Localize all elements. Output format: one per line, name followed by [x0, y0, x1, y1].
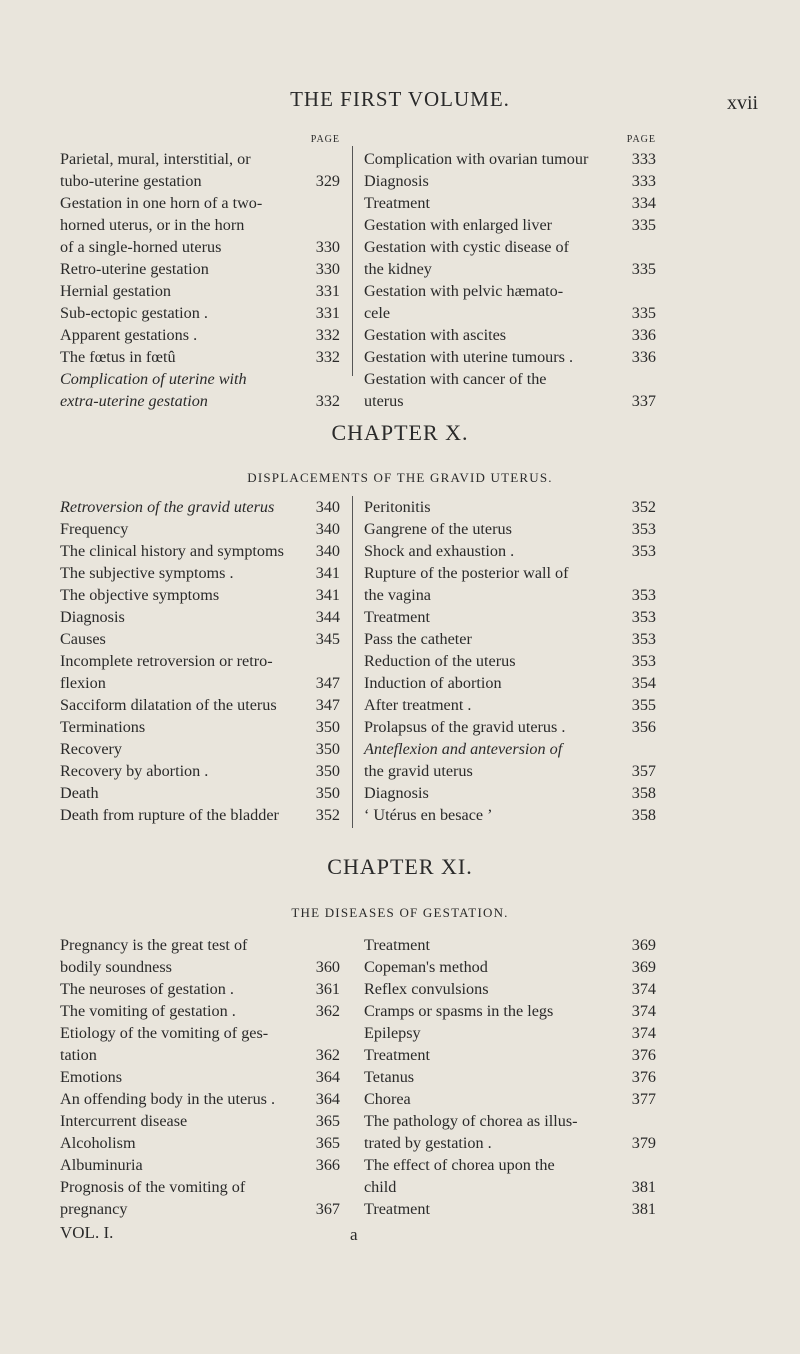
- entry-page-number: 350: [315, 784, 340, 802]
- entry-title: Peritonitis: [364, 498, 431, 516]
- index-entry: [60, 1154, 340, 1176]
- index-entry: [364, 148, 656, 170]
- page-column-label: [364, 134, 656, 148]
- signature-mark: a: [350, 1225, 358, 1244]
- chapter-11-right-column: [364, 934, 656, 1220]
- entry-page-number: 362: [315, 1046, 340, 1064]
- index-entry: [364, 1176, 656, 1198]
- entry-page-number: 330: [315, 238, 340, 256]
- entry-title: Sacciform dilatation of the uterus: [60, 696, 277, 714]
- entry-page-number: 332: [315, 326, 340, 344]
- index-entry: [60, 324, 340, 346]
- index-entry: [364, 324, 656, 346]
- chapter-11-left-column: [60, 934, 340, 1220]
- index-entry: [60, 1022, 340, 1044]
- entry-title: uterus: [364, 392, 404, 410]
- entry-page-number: 376: [631, 1046, 656, 1064]
- entry-title: Apparent gestations .: [60, 326, 198, 344]
- index-entry: [364, 280, 656, 302]
- index-entry: [60, 214, 340, 236]
- page-column-label-text: PAGE: [626, 134, 656, 145]
- entry-title: Causes: [60, 630, 106, 648]
- entry-title: Rupture of the posterior wall of: [364, 564, 569, 582]
- entry-title: tubo-uterine gestation: [60, 172, 202, 190]
- chapter-10-right-column: [364, 496, 656, 826]
- running-title: THE FIRST VOLUME.: [290, 87, 510, 111]
- index-entry: [364, 1132, 656, 1154]
- chapter-10-heading: CHAPTER X.: [331, 420, 469, 445]
- index-entry: [60, 650, 340, 672]
- entry-page-number: 377: [631, 1090, 656, 1108]
- entry-title: horned uterus, or in the horn: [60, 216, 245, 234]
- entry-title: pregnancy: [60, 1200, 128, 1218]
- entry-page-number: 347: [315, 696, 340, 714]
- entry-title: Gestation with cancer of the: [364, 370, 547, 388]
- entry-title: of a single-horned uterus: [60, 238, 222, 256]
- entry-title: Incomplete retroversion or retro-: [60, 652, 273, 670]
- entry-title: Complication of uterine with: [60, 370, 247, 388]
- entry-title: The objective symptoms: [60, 586, 220, 604]
- entry-title: Epilepsy: [364, 1024, 421, 1042]
- index-entry: [60, 694, 340, 716]
- entry-title: Induction of abortion: [364, 674, 502, 692]
- entry-title: The fœtus in fœtû: [60, 348, 176, 366]
- index-entry: [60, 1198, 340, 1220]
- entry-page-number: 352: [315, 806, 340, 824]
- entry-title: Reduction of the uterus: [364, 652, 516, 670]
- entry-page-number: 353: [631, 652, 656, 670]
- entry-page-number: 352: [631, 498, 656, 516]
- entry-title: Treatment: [364, 936, 430, 954]
- index-entry: [60, 1000, 340, 1022]
- entry-title: Gangrene of the uterus: [364, 520, 512, 538]
- entry-page-number: 350: [315, 718, 340, 736]
- entry-page-number: 381: [631, 1178, 656, 1196]
- entry-page-number: 353: [631, 520, 656, 538]
- index-entry: [364, 782, 656, 804]
- volume-mark: VOL. I.: [60, 1223, 114, 1242]
- entry-page-number: 350: [315, 762, 340, 780]
- entry-page-number: 360: [315, 958, 340, 976]
- entry-title: Chorea: [364, 1090, 411, 1108]
- entry-title: Shock and exhaustion .: [364, 542, 515, 560]
- page-column-label: [60, 134, 340, 148]
- entry-title: The pathology of chorea as illus-: [364, 1112, 578, 1130]
- entry-page-number: 331: [315, 282, 340, 300]
- entry-title: Copeman's method: [364, 958, 488, 976]
- index-entry: [60, 584, 340, 606]
- entry-title: the kidney: [364, 260, 432, 278]
- index-entry: [60, 368, 340, 390]
- entry-page-number: 334: [631, 194, 656, 212]
- entry-title: Alcoholism: [60, 1134, 136, 1152]
- index-entry: [60, 606, 340, 628]
- entry-title: Hernial gestation: [60, 282, 172, 300]
- entry-page-number: 336: [631, 348, 656, 366]
- entry-title: Retro-uterine gestation: [60, 260, 209, 278]
- entry-page-number: 365: [315, 1134, 340, 1152]
- index-entry: [60, 258, 340, 280]
- entry-page-number: 330: [315, 260, 340, 278]
- entry-title: After treatment .: [364, 696, 472, 714]
- entry-title: ‘ Utérus en besace ’: [364, 806, 493, 824]
- entry-title: Anteflexion and anteversion of: [364, 740, 563, 758]
- index-entry: [364, 650, 656, 672]
- entry-page-number: 374: [631, 1024, 656, 1042]
- entry-title: Parietal, mural, interstitial, or: [60, 150, 251, 168]
- entry-page-number: 358: [631, 806, 656, 824]
- entry-title: Albuminuria: [60, 1156, 143, 1174]
- entry-page-number: 331: [315, 304, 340, 322]
- index-entry: [364, 978, 656, 1000]
- page-column-label-text: PAGE: [310, 134, 340, 145]
- entry-title: Gestation with uterine tumours .: [364, 348, 574, 366]
- index-entry: [364, 628, 656, 650]
- entry-page-number: 332: [315, 392, 340, 410]
- index-entry: [364, 1088, 656, 1110]
- index-entry: [60, 760, 340, 782]
- entry-title: Prognosis of the vomiting of: [60, 1178, 246, 1196]
- entry-title: flexion: [60, 674, 106, 692]
- entry-title: Diagnosis: [364, 172, 429, 190]
- index-entry: [60, 518, 340, 540]
- index-entry: [364, 1066, 656, 1088]
- entry-title: Etiology of the vomiting of ges-: [60, 1024, 269, 1042]
- entry-page-number: 361: [315, 980, 340, 998]
- index-entry: [60, 628, 340, 650]
- column-divider: [352, 496, 353, 828]
- index-entry: [364, 672, 656, 694]
- index-entry: [60, 148, 340, 170]
- index-entry: [60, 302, 340, 324]
- entry-page-number: 379: [631, 1134, 656, 1152]
- page-folio: xvii: [727, 92, 759, 114]
- entry-title: the gravid uterus: [364, 762, 473, 780]
- index-entry: [364, 1000, 656, 1022]
- index-entry: [364, 760, 656, 782]
- entry-page-number: 353: [631, 586, 656, 604]
- entry-title: cele: [364, 304, 391, 322]
- entry-title: tation: [60, 1046, 97, 1064]
- index-entry: [60, 1066, 340, 1088]
- index-entry: [364, 258, 656, 280]
- index-entry: [364, 170, 656, 192]
- entry-page-number: 355: [631, 696, 656, 714]
- index-entry: [60, 280, 340, 302]
- entry-page-number: 333: [631, 172, 656, 190]
- entry-page-number: 366: [315, 1156, 340, 1174]
- chapter-11-heading: CHAPTER XI.: [327, 854, 473, 879]
- index-entry: [364, 518, 656, 540]
- index-entry: [364, 496, 656, 518]
- entry-page-number: 350: [315, 740, 340, 758]
- section1-right-column: [364, 134, 656, 412]
- index-entry: [364, 368, 656, 390]
- entry-page-number: 354: [631, 674, 656, 692]
- index-entry: [364, 346, 656, 368]
- entry-page-number: 335: [631, 304, 656, 322]
- entry-title: trated by gestation .: [364, 1134, 492, 1152]
- entry-title: the vagina: [364, 586, 431, 604]
- entry-title: Recovery by abortion .: [60, 762, 209, 780]
- entry-title: Gestation with ascites: [364, 326, 507, 344]
- entry-page-number: 358: [631, 784, 656, 802]
- index-entry: [60, 1110, 340, 1132]
- index-entry: [60, 804, 340, 826]
- entry-title: Death: [60, 784, 99, 802]
- entry-title: Gestation with pelvic hæmato-: [364, 282, 564, 300]
- index-entry: [364, 1022, 656, 1044]
- entry-page-number: 353: [631, 630, 656, 648]
- entry-page-number: 365: [315, 1112, 340, 1130]
- entry-title: Gestation in one horn of a two-: [60, 194, 263, 212]
- index-entry: [364, 956, 656, 978]
- entry-page-number: 337: [631, 392, 656, 410]
- entry-title: The clinical history and symptoms: [60, 542, 284, 560]
- index-entry: [364, 390, 656, 412]
- entry-title: Reflex convulsions: [364, 980, 489, 998]
- index-entry: [60, 978, 340, 1000]
- entry-title: Tetanus: [364, 1068, 415, 1086]
- entry-title: Recovery: [60, 740, 123, 758]
- entry-title: Frequency: [60, 520, 129, 538]
- entry-title: Pregnancy is the great test of: [60, 936, 248, 954]
- entry-title: Treatment: [364, 1200, 430, 1218]
- column-divider: [352, 146, 353, 376]
- index-entry: [60, 738, 340, 760]
- entry-page-number: 353: [631, 542, 656, 560]
- index-entry: [60, 672, 340, 694]
- index-entry: [60, 236, 340, 258]
- entry-title: Pass the catheter: [364, 630, 472, 648]
- index-entry: [60, 956, 340, 978]
- entry-title: Intercurrent disease: [60, 1112, 188, 1130]
- entry-page-number: 335: [631, 216, 656, 234]
- entry-page-number: 374: [631, 980, 656, 998]
- index-entry: [60, 716, 340, 738]
- index-entry: [364, 584, 656, 606]
- index-entry: [364, 540, 656, 562]
- index-entry: [364, 716, 656, 738]
- entry-page-number: 333: [631, 150, 656, 168]
- index-entry: [60, 496, 340, 518]
- entry-title: The subjective symptoms .: [60, 564, 234, 582]
- entry-title: Terminations: [60, 718, 146, 736]
- index-entry: [364, 1044, 656, 1066]
- index-entry: [364, 192, 656, 214]
- index-entry: [60, 1176, 340, 1198]
- index-entry: [60, 1044, 340, 1066]
- entry-page-number: 340: [315, 542, 340, 560]
- entry-page-number: 381: [631, 1200, 656, 1218]
- entry-page-number: 340: [315, 498, 340, 516]
- entry-page-number: 336: [631, 326, 656, 344]
- entry-title: The effect of chorea upon the: [364, 1156, 555, 1174]
- index-entry: [364, 236, 656, 258]
- entry-title: Diagnosis: [60, 608, 125, 626]
- entry-title: Complication with ovarian tumour: [364, 150, 589, 168]
- index-entry: [60, 192, 340, 214]
- entry-title: Cramps or spasms in the legs: [364, 1002, 554, 1020]
- index-entry: [364, 302, 656, 324]
- entry-page-number: 369: [631, 936, 656, 954]
- entry-title: Emotions: [60, 1068, 123, 1086]
- entry-title: Treatment: [364, 1046, 430, 1064]
- entry-page-number: 329: [315, 172, 340, 190]
- entry-title: An offending body in the uterus .: [60, 1090, 276, 1108]
- entry-title: Sub-ectopic gestation .: [60, 304, 208, 322]
- index-entry: [364, 1198, 656, 1220]
- entry-title: extra-uterine gestation: [60, 392, 208, 410]
- entry-title: Diagnosis: [364, 784, 429, 802]
- entry-title: Treatment: [364, 608, 430, 626]
- entry-page-number: 357: [631, 762, 656, 780]
- entry-title: child: [364, 1178, 397, 1196]
- entry-page-number: 356: [631, 718, 656, 736]
- index-entry: [364, 1154, 656, 1176]
- entry-title: Treatment: [364, 194, 430, 212]
- entry-title: The neuroses of gestation .: [60, 980, 234, 998]
- entry-page-number: 345: [315, 630, 340, 648]
- entry-page-number: 344: [315, 608, 340, 626]
- index-entry: [364, 1110, 656, 1132]
- chapter-10-left-column: [60, 496, 340, 826]
- entry-page-number: 335: [631, 260, 656, 278]
- index-entry: [364, 694, 656, 716]
- section1-left-column: [60, 134, 340, 412]
- index-entry: [60, 170, 340, 192]
- index-entry: [60, 782, 340, 804]
- entry-title: The vomiting of gestation .: [60, 1002, 236, 1020]
- chapter-10-subtitle: DISPLACEMENTS OF THE GRAVID UTERUS.: [247, 470, 553, 485]
- index-entry: [60, 1132, 340, 1154]
- entry-page-number: 340: [315, 520, 340, 538]
- entry-title: bodily soundness: [60, 958, 172, 976]
- chapter-11-subtitle: THE DISEASES OF GESTATION.: [291, 905, 509, 920]
- index-entry: [364, 934, 656, 956]
- index-entry: [60, 934, 340, 956]
- index-entry: [60, 562, 340, 584]
- entry-page-number: 332: [315, 348, 340, 366]
- index-entry: [60, 1088, 340, 1110]
- index-entry: [364, 214, 656, 236]
- index-entry: [364, 562, 656, 584]
- entry-page-number: 367: [315, 1200, 340, 1218]
- entry-title: Death from rupture of the bladder: [60, 806, 279, 824]
- entry-title: Gestation with enlarged liver: [364, 216, 553, 234]
- index-entry: [60, 540, 340, 562]
- entry-page-number: 341: [315, 564, 340, 582]
- entry-title: Retroversion of the gravid uterus: [60, 498, 275, 516]
- index-entry: [364, 606, 656, 628]
- entry-page-number: 341: [315, 586, 340, 604]
- entry-page-number: 376: [631, 1068, 656, 1086]
- index-entry: [60, 390, 340, 412]
- index-entry: [364, 804, 656, 826]
- entry-page-number: 362: [315, 1002, 340, 1020]
- index-entry: [60, 346, 340, 368]
- entry-page-number: 347: [315, 674, 340, 692]
- entry-title: Prolapsus of the gravid uterus .: [364, 718, 566, 736]
- entry-page-number: 364: [315, 1090, 340, 1108]
- entry-page-number: 353: [631, 608, 656, 626]
- entry-page-number: 369: [631, 958, 656, 976]
- entry-title: Gestation with cystic disease of: [364, 238, 569, 256]
- index-entry: [364, 738, 656, 760]
- entry-page-number: 374: [631, 1002, 656, 1020]
- entry-page-number: 364: [315, 1068, 340, 1086]
